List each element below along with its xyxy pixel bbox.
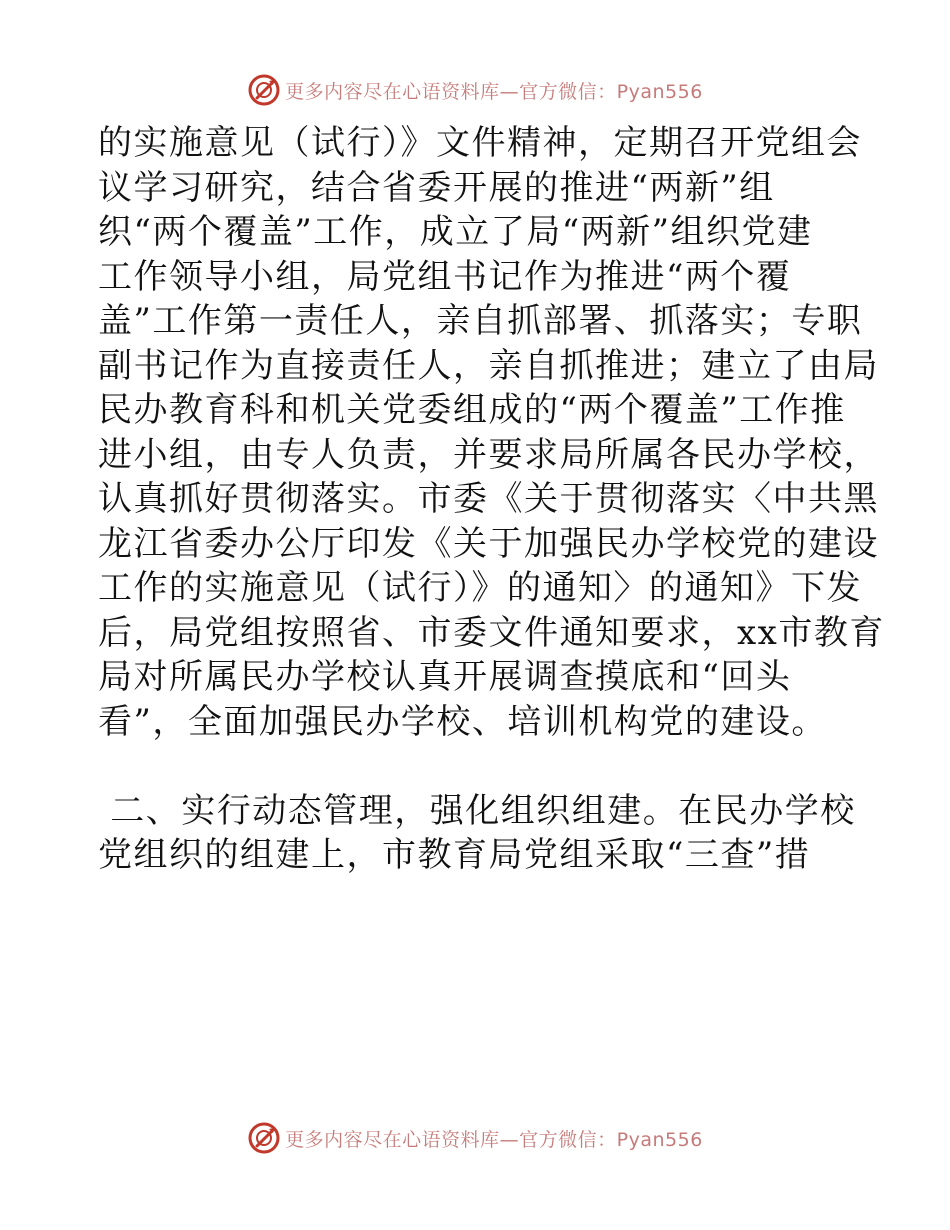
text-line: 民办教育科和机关党委组成的“两个覆盖”工作推 — [98, 390, 846, 430]
text-line: 后，局党组按照省、市委文件通知要求，xx市教育 — [98, 612, 885, 653]
text-line: 二、实行动态管理，强化组织组建。在民办学校 — [98, 790, 856, 831]
header-watermark — [0, 70, 950, 110]
text-line: 进小组，由专人负责，并要求局所属各民办学校， — [98, 434, 879, 475]
text-line: 织“两个覆盖”工作，成立了局“两新”组织党建 — [98, 212, 813, 252]
text-line: 盖”工作第一责任人，亲自抓部署、抓落实；专职 — [98, 301, 863, 341]
text-line: 看”，全面加强民办学校、培训机构党的建设。 — [98, 701, 827, 742]
text-line: 议学习研究，结合省委开展的推进“两新”组 — [98, 167, 775, 208]
paragraph-2 — [98, 789, 858, 878]
text-line: 党组织的组建上，市教育局党组采取“三查”措 — [98, 835, 811, 875]
text-line: 局对所属民办学校认真开展调查摸底和“回头 — [98, 657, 792, 697]
banner-text: 更多内容尽在心语资料库—官方微信：Pyan556 — [285, 80, 703, 103]
text-line: 认真抓好贯彻落实。市委《关于贯彻落实〈中共黑 — [98, 479, 879, 519]
banner-text: 更多内容尽在心语资料库—官方微信：Pyan556 — [285, 1128, 703, 1151]
document-body — [98, 121, 885, 878]
footer-watermark — [0, 1118, 950, 1158]
text-line: 龙江省委办公厅印发《关于加强民办学校党的建设 — [98, 523, 879, 564]
logo-icon — [247, 1121, 281, 1155]
paragraph-1 — [98, 121, 885, 744]
text-line: 工作领导小组，局党组书记作为推进“两个覆 — [98, 256, 792, 297]
logo-icon — [247, 73, 281, 107]
paragraph-spacer — [98, 744, 858, 789]
text-line: 副书记作为直接责任人，亲自抓推进；建立了由局 — [98, 345, 879, 386]
text-line: 的实施意见（试行）》文件精神，定期召开党组会 — [98, 123, 862, 163]
text-line: 工作的实施意见（试行）》的通知〉的通知》下发 — [98, 568, 862, 608]
